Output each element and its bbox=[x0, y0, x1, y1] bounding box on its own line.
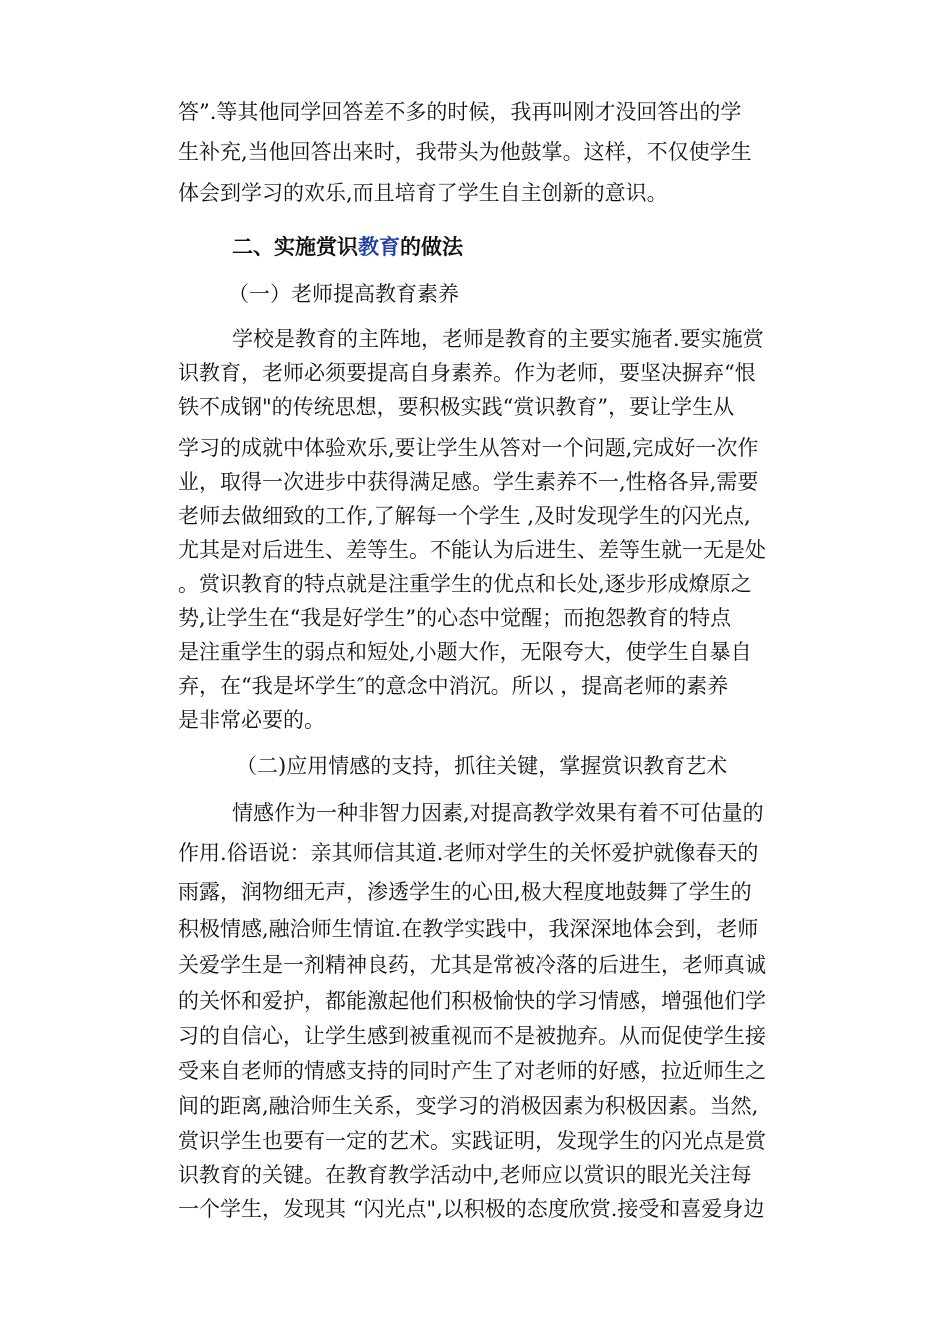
paragraph-line: 是非常必要的。 bbox=[178, 708, 325, 732]
paragraph-line: 答”.等其他同学回答差不多的时候，我再叫刚才没回答出的学 bbox=[178, 100, 742, 124]
paragraph-line: 铁不成钢"的传统思想，要积极实践“赏识教育”，要让学生从 bbox=[178, 395, 735, 419]
heading-text-before: 二、实施赏识 bbox=[232, 234, 358, 259]
paragraph-line: 间的距离,融洽师生关系，变学习的消极因素为积极因素。当然, bbox=[178, 1094, 759, 1118]
paragraph-line: 弃，在“我是坏学生″的意念中消沉。所以 ，提高老师的素养 bbox=[178, 674, 729, 698]
paragraph-line: 习的自信心，让学生感到被重视而不是被抛弃。从而促使学生接 bbox=[178, 1024, 766, 1048]
paragraph-line: 作用.俗语说：亲其师信其道.老师对学生的关怀爱护就像春天的 bbox=[178, 841, 759, 865]
paragraph-line: 积极情感,融洽师生情谊.在教学实践中，我深深地体会到，老师 bbox=[178, 917, 759, 941]
paragraph-line: 业，取得一次进步中获得满足感。学生素养不一,性格各异,需要 bbox=[178, 470, 759, 494]
paragraph-line: 受来自老师的情感支持的同时产生了对老师的好感，拉近师生之 bbox=[178, 1059, 766, 1083]
paragraph-line: 雨露，润物细无声，渗透学生的心田,极大程度地鼓舞了学生的 bbox=[178, 880, 752, 904]
subsection-title-1: （一）老师提高教育素养 bbox=[228, 282, 459, 306]
paragraph-line: 老师去做细致的工作,了解每一个学生 ,及时发现学生的闪光点, bbox=[178, 504, 751, 528]
paragraph-line: 识教育的关键。在教育教学活动中,老师应以赏识的眼光关注每 bbox=[178, 1163, 752, 1187]
heading-text-after: 的做法 bbox=[400, 234, 463, 259]
paragraph-line: 关爱学生是一剂精神良药，尤其是常被冷落的后进生，老师真诚 bbox=[178, 953, 766, 977]
paragraph-line: 学校是教育的主阵地，老师是教育的主要实施者.要实施赏 bbox=[232, 327, 764, 351]
paragraph-line: 尤其是对后进生、差等生。不能认为后进生、差等生就一无是处 bbox=[178, 538, 766, 562]
paragraph-line: 识教育，老师必须要提高自身素养。作为老师，要坚决摒弃“恨 bbox=[178, 361, 756, 385]
section-heading bbox=[232, 232, 463, 262]
paragraph-line: 情感作为一种非智力因素,对提高教学效果有着不可估量的 bbox=[232, 801, 764, 825]
subsection-title-2: （二)应用情感的支持，抓往关键，掌握赏识教育艺术 bbox=[236, 754, 728, 778]
paragraph-line: 。赏识教育的特点就是注重学生的优点和长处,逐步形成燎原之 bbox=[178, 572, 752, 596]
paragraph-line: 学习的成就中体验欢乐,要让学生从答对一个问题,完成好一次作 bbox=[178, 436, 759, 460]
paragraph-line: 一个学生，发现其 “闪光点",以积极的态度欣赏.接受和喜爱身边 bbox=[178, 1197, 765, 1221]
paragraph-line: 的关怀和爱护，都能激起他们积极愉快的学习情感，增强他们学 bbox=[178, 989, 766, 1013]
heading-link-text[interactable]: 教育 bbox=[358, 234, 400, 259]
paragraph-line: 赏识学生也要有一定的艺术。实践证明，发现学生的闪光点是赏 bbox=[178, 1129, 766, 1153]
paragraph-line: 体会到学习的欢乐,而且培育了学生自主创新的意识。 bbox=[178, 181, 668, 205]
paragraph-line: 是注重学生的弱点和短处,小题大作，无限夸大，使学生自暴自 bbox=[178, 640, 752, 664]
paragraph-line: 势,让学生在“我是好学生”的心态中觉醒；而抱怨教育的特点 bbox=[178, 606, 732, 630]
paragraph-line: 生补充,当他回答出来时，我带头为他鼓掌。这样，不仅使学生 bbox=[178, 140, 752, 164]
